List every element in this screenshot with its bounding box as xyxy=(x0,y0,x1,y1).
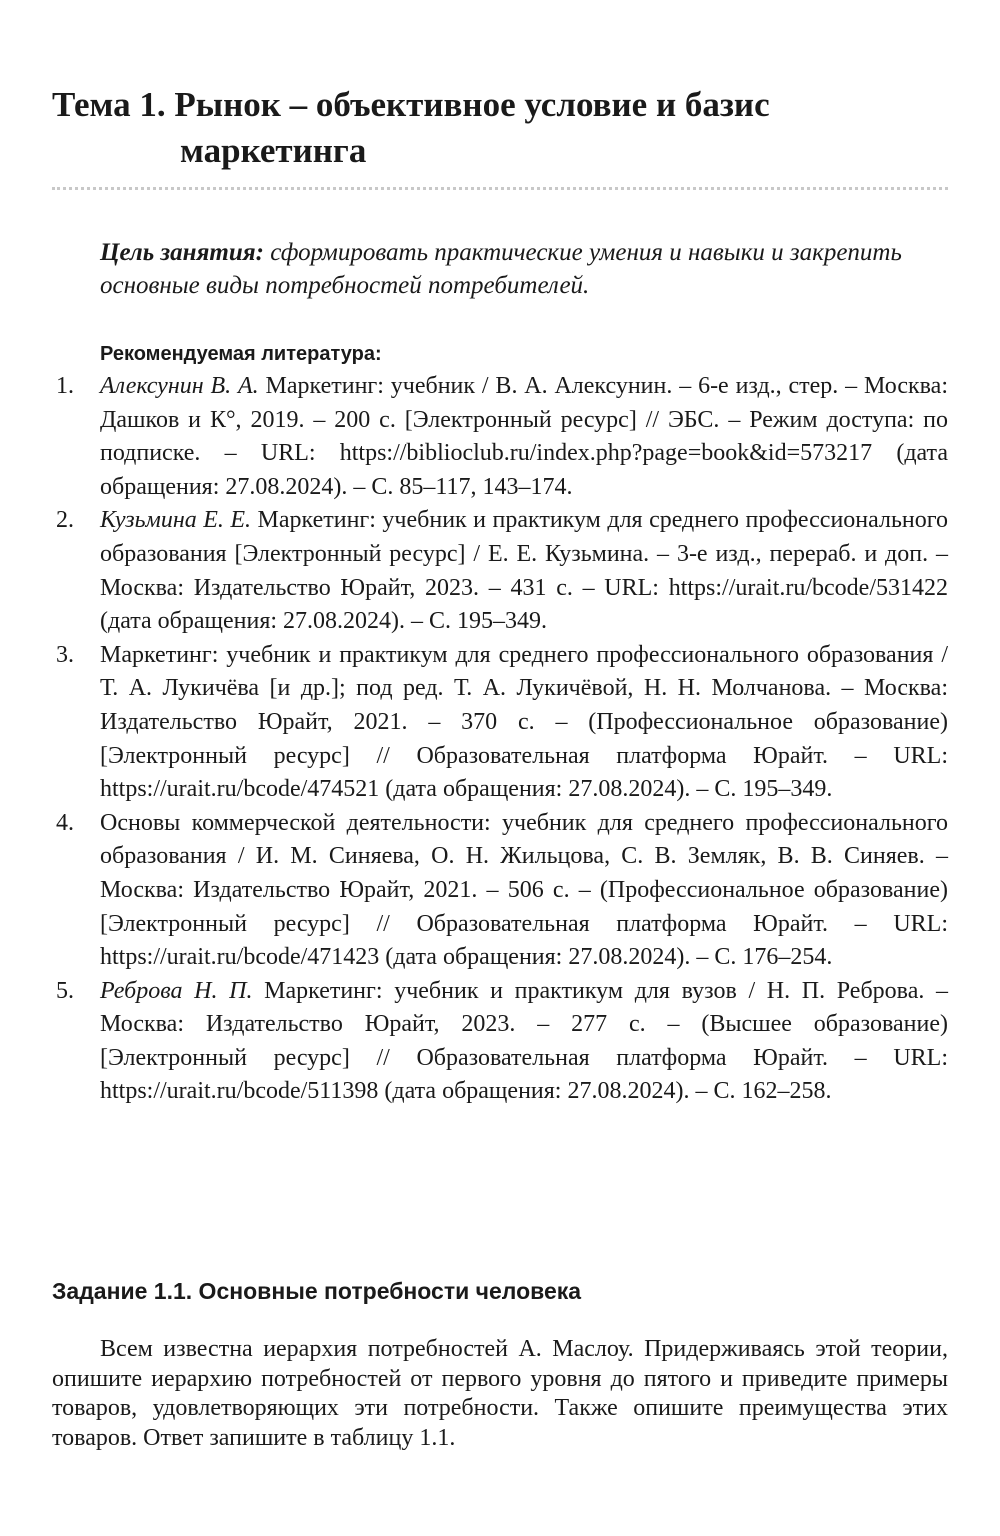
item-number: 1. xyxy=(56,373,74,399)
task-heading: Задание 1.1. Основные потребности человека xyxy=(52,1278,582,1304)
item-author: Алексунин В. А. xyxy=(100,373,259,399)
topic-title-line2: маркетинга xyxy=(180,131,367,170)
task-text: Всем известна иерархия потребностей А. Маслоу. Придерживаясь этой теории, опишите иерархию потребностей от первого уровня до пятого и приведите примеры товаров, удовлетворяющих эти потребности. Также опишите преимущества этих товаров. Ответ запишите в таблицу 1.1. xyxy=(52,1336,948,1451)
literature-item xyxy=(52,370,948,504)
literature-item xyxy=(52,807,948,975)
goal-label: Цель занятия: xyxy=(100,239,264,266)
item-number: 4. xyxy=(56,809,74,836)
literature-item xyxy=(52,975,948,1109)
item-text: Маркетинг: учебник и практикум для среднего профессионального образования [Электронный ресурс] / Е. Е. Кузьмина. – 3-е изд., перераб. и доп. – Москва: Издательство Юрайт, 2023. – 431 с. – URL: https://urait.ru/bcode/531422 (дата обращения: 27.08.2024). – С. 195–349. xyxy=(100,507,948,635)
literature-item xyxy=(52,639,948,807)
item-author: Кузьмина Е. Е. xyxy=(100,507,252,534)
item-text: Основы коммерческой деятельности: учебник для среднего профессионального образования / И. М. Синяева, О. Н. Жильцова, С. В. Земляк, В. В. Синяев. – Москва: Издательство Юрайт, 2021. – 506 с. – (Профессиональное образование) [Электронный ресурс] // Образовательная платформа Юрайт. – URL: https://urait.ru/bcode/471423 (дата обращения: 27.08.2024). – С. 176–254. xyxy=(100,809,948,971)
item-author: Реброва Н. П. xyxy=(100,977,253,1004)
literature-list xyxy=(52,370,948,1109)
lesson-goal xyxy=(100,236,948,302)
item-text: Маркетинг: учебник и практикум для вузов / Н. П. Реброва. – Москва: Издательство Юрайт, 2023. – 277 с. – (Высшее образование) [Электронный ресурс] // Образовательная платформа Юрайт. – URL: https://urait.ru/bcode/511398 (дата обращения: 27.08.2024). – С. 162–258. xyxy=(100,977,949,1105)
literature-item xyxy=(52,504,948,638)
item-number: 5. xyxy=(56,977,74,1004)
topic-title xyxy=(52,82,952,174)
item-text: Маркетинг: учебник и практикум для среднего профессионального образования / Т. А. Лукичёва [и др.]; под ред. Т. А. Лукичёвой, Н. Н. Молчанова. – Москва: Издательство Юрайт, 2021. – 370 с. – (Профессиональное образование) [Электронный ресурс] // Образовательная платформа Юрайт. – URL: https://urait.ru/bcode/474521 (дата обращения: 27.08.2024). – С. 195–349. xyxy=(100,641,948,803)
item-number: 2. xyxy=(56,507,74,534)
literature-heading: Рекомендуемая литература: xyxy=(100,343,382,365)
item-number: 3. xyxy=(56,641,74,668)
title-divider xyxy=(52,187,948,190)
item-text: Маркетинг: учебник / В. А. Алексунин. – 6-е изд., стер. – Москва: Дашков и К°, 2019. – 200 с. [Электронный ресурс] // ЭБС. – Режим доступа: по подписке. – URL: https://biblioclub.ru/index.php?page=book&id=573217 (дата обращения: 27.08.2024). – С. 85–117, 143–174. xyxy=(100,373,948,500)
goal-text: сформировать практические умения и навыки и закрепить основные виды потребностей потребителей. xyxy=(100,239,902,299)
topic-title-line1: Тема 1. Рынок – объективное условие и базис xyxy=(52,85,770,124)
